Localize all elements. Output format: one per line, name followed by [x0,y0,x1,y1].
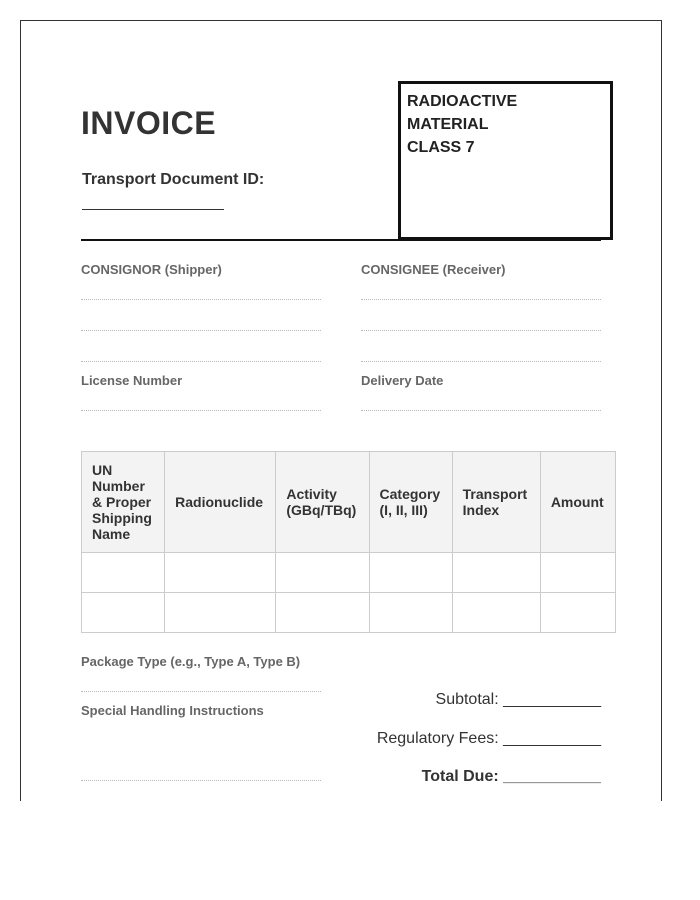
table-cell[interactable] [369,593,452,633]
license-number-label: License Number [81,373,183,388]
consignor-line-3[interactable] [81,361,321,362]
table-header-row [82,452,616,553]
package-type-label: Package Type (e.g., Type A, Type B) [81,654,301,669]
table-cell[interactable] [82,553,165,593]
header-radionuclide: Radionuclide [165,452,276,553]
header-amount: Amount [540,452,615,553]
total-due: Total Due: ___________ [421,768,601,785]
license-number-field[interactable] [81,410,321,411]
delivery-date-field[interactable] [361,410,601,411]
header-activity: Activity (GBq/TBq) [276,452,369,553]
table-cell[interactable] [540,553,615,593]
invoice-title: INVOICE [81,105,217,141]
hazard-label-line-2: MATERIAL [407,116,489,133]
table-row [82,593,616,633]
table-cell[interactable] [82,593,165,633]
delivery-date-label: Delivery Date [361,373,444,388]
subtotal: Subtotal: ___________ [435,691,601,708]
table-cell[interactable] [276,553,369,593]
hazard-label-line-3: CLASS 7 [407,139,475,156]
consignee-line-1[interactable] [361,299,601,300]
header-category: Category (I, II, III) [369,452,452,553]
radioactive-hazard-label [398,81,613,240]
consignee-label: CONSIGNEE (Receiver) [361,262,506,277]
transport-document-id-label: Transport Document ID: [82,171,265,188]
table-cell[interactable] [452,553,540,593]
invoice-page [20,20,662,801]
table-row [82,553,616,593]
consignor-line-1[interactable] [81,299,321,300]
shipment-items-table [81,451,616,633]
table-cell[interactable] [165,553,276,593]
hazard-label-line-1: RADIOACTIVE [407,93,518,110]
consignor-label: CONSIGNOR (Shipper) [81,262,222,277]
special-handling-field[interactable] [81,780,321,781]
table-cell[interactable] [369,553,452,593]
consignor-line-2[interactable] [81,330,321,331]
header-transport-index: Transport Index [452,452,540,553]
package-type-field[interactable] [81,691,321,692]
header-divider [81,239,601,241]
table-cell[interactable] [276,593,369,633]
regulatory-fees: Regulatory Fees: ___________ [376,730,601,747]
special-handling-label: Special Handling Instructions [81,703,264,718]
consignee-line-3[interactable] [361,361,601,362]
header-un-number: UN Number & Proper Shipping Name [82,452,165,553]
table-cell[interactable] [540,593,615,633]
table-cell[interactable] [452,593,540,633]
table-cell[interactable] [165,593,276,633]
consignee-line-2[interactable] [361,330,601,331]
transport-document-id-field[interactable] [82,209,224,210]
